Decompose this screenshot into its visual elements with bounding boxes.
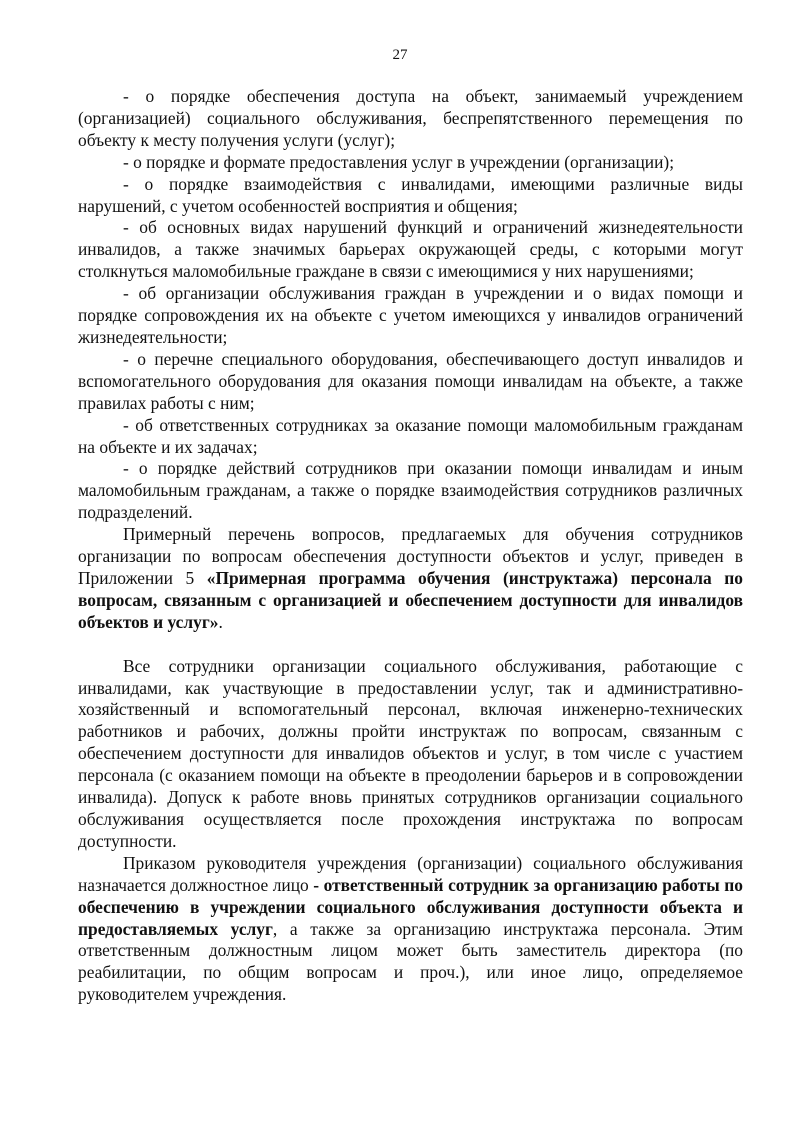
paragraph-impairment-types — [78, 217, 743, 283]
document-body — [78, 86, 743, 1006]
paragraph-all-staff-instruction — [78, 656, 743, 853]
paragraph-responsible-official — [78, 853, 743, 1006]
paragraph-service-format — [78, 152, 743, 174]
text-run: Приказом руководителя учреждения (организации) социального обслуживания назначается должностное лицо — [78, 852, 743, 895]
bold-text-run: «Примерная программа обучения (инструктажа) персонала по вопросам, связанным с организацией и обеспечением доступности для инвалидов объектов и услуг» — [78, 567, 743, 632]
text-run: - о порядке и формате предоставления услуг в учреждении (организации); — [123, 151, 675, 172]
text-run: - об организации обслуживания граждан в учреждении и о видах помощи и порядке сопровождения их на объекте с учетом имеющихся у инвалидов ограничений жизнедеятельности; — [78, 283, 743, 347]
text-run: , а также за организацию инструктажа персонала. Этим ответственным должностным лицом может быть заместитель директора (по реабилитации, по общим вопросам и проч.), или иное лицо, определяемое руководителем учреждения. — [78, 918, 743, 1005]
text-run: - о порядке действий сотрудников при оказании помощи инвалидам и иным маломобильным гражданам, а также о порядке взаимодействия сотрудников различных подразделений. — [78, 458, 743, 523]
paragraph-access-procedure — [78, 86, 743, 152]
paragraph-interaction-procedure — [78, 174, 743, 218]
text-run: . — [218, 611, 223, 632]
text-run: - о перечне специального оборудования, обеспечивающего доступ инвалидов и вспомогательного оборудования для оказания помощи инвалидам на объекте, а также правилах работы с ним; — [78, 348, 743, 413]
text-run: Примерный перечень вопросов, предлагаемых для обучения сотрудников организации по вопросам обеспечения доступности объектов и услуг, приведен в Приложении 5 — [78, 524, 743, 588]
page-number: 27 — [392, 47, 408, 63]
paragraph-training-questions — [78, 524, 743, 634]
text-run: - о порядке обеспечения доступа на объект, занимаемый учреждением (организацией) социального обслуживания, беспрепятственного перемещения по объекту к месту получения услуги (услуг); — [78, 86, 743, 150]
paragraph-equipment-list — [78, 349, 743, 415]
paragraph-service-organization — [78, 283, 743, 349]
text-run: - об основных видах нарушений функций и ограничений жизнедеятельности инвалидов, а также значимых барьерах окружающей среды, с которыми могут столкнуться маломобильные граждане в связи с имеющимися у них нарушениями; — [78, 217, 743, 282]
bold-text-run: - ответственный сотрудник за организацию работы по обеспечению в учреждении социального обслуживания доступности объекта и предоставляемых услуг — [78, 874, 743, 939]
paragraph-responsible-staff — [78, 415, 743, 459]
text-run: Все сотрудники организации социального обслуживания, работающие с инвалидами, как участвующие в предоставлении услуг, так и административно-хозяйственный и вспомогательный персонал, включая инженерно-технических работников и рабочих, должны пройти инструктаж по вопросам, связанным с обеспечением доступности для инвалидов объектов и услуг, в том числе с участием персонала (с оказанием помощи на объекте в преодолении барьеров и в сопровождении инвалида). Допуск к работе вновь принятых сотрудников организации социального обслуживания осуществляется после прохождения инструктажа по вопросам доступности. — [78, 655, 743, 851]
paragraph-staff-actions — [78, 458, 743, 524]
text-run: - о порядке взаимодействия с инвалидами, имеющими различные виды нарушений, с учетом особенностей восприятия и общения; — [78, 173, 743, 216]
text-run: - об ответственных сотрудниках за оказание помощи маломобильным гражданам на объекте и их задачах; — [78, 414, 743, 457]
